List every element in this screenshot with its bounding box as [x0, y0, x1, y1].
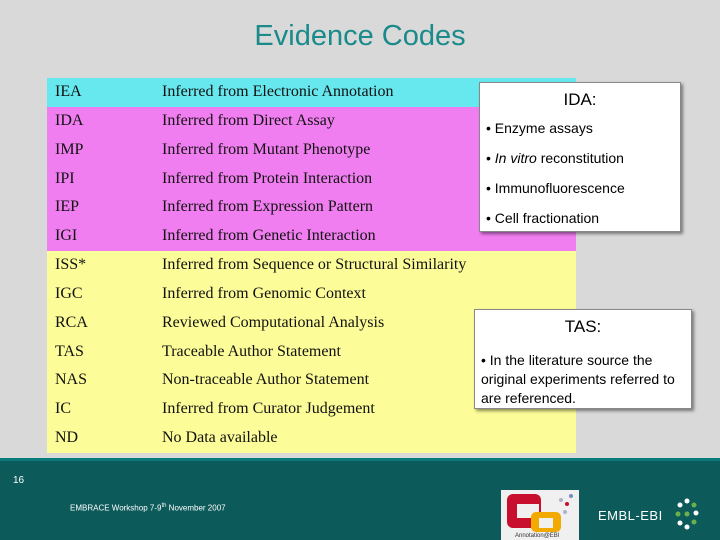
code-description: No Data available: [162, 429, 278, 447]
ida-item-immunofluorescence: • Immunofluorescence: [486, 180, 625, 196]
footer-event-suffix: November 2007: [166, 503, 226, 513]
code-description: Inferred from Direct Assay: [162, 111, 335, 129]
code-abbreviation: IEP: [55, 198, 79, 216]
code-abbreviation: IEA: [55, 83, 82, 100]
code-description: Non-traceable Author Statement: [162, 371, 370, 389]
tas-callout-body: • In the literature source the original experiments referred to are referenced.: [481, 352, 675, 406]
go-logo-caption: Annotation@EBI: [515, 533, 560, 539]
footer-divider: [0, 458, 720, 461]
embl-ebi-logo: EMBL-EBI: [598, 508, 663, 523]
slide-title: Evidence Codes: [254, 20, 466, 52]
gene-ontology-logo: [501, 490, 579, 540]
tas-callout: [474, 309, 692, 409]
ida-item-enzyme-assays: • Enzyme assays: [486, 120, 593, 136]
code-description: Inferred from Electronic Annotation: [162, 83, 394, 100]
code-description: Inferred from Expression Pattern: [162, 198, 374, 216]
ida-callout-list: [486, 120, 680, 226]
code-row-iss: [47, 251, 576, 280]
code-abbreviation: IC: [55, 400, 71, 418]
ida-item-in-vitro: [486, 150, 680, 166]
code-abbreviation: ISS*: [55, 256, 87, 274]
code-row-nd: [47, 424, 576, 453]
footer-event-prefix: EMBRACE Workshop 7-9: [70, 503, 162, 513]
ida-callout-title: IDA:: [563, 90, 597, 109]
code-description: Inferred from Mutant Phenotype: [162, 140, 371, 158]
code-row-igc: [47, 280, 576, 309]
code-description: Inferred from Sequence or Structural Similarity: [162, 256, 467, 274]
footer-bar: [0, 458, 720, 540]
code-description: Inferred from Genomic Context: [162, 284, 366, 302]
bullet: •: [486, 150, 495, 166]
page-number: 16: [13, 475, 25, 486]
code-description: Reviewed Computational Analysis: [162, 313, 385, 331]
ida-item-in-vitro-rest: reconstitution: [536, 150, 624, 166]
footer-event-text: [70, 503, 226, 513]
code-description: Inferred from Protein Interaction: [162, 169, 373, 187]
tas-callout-title: TAS:: [564, 317, 602, 336]
code-abbreviation: IDA: [55, 111, 84, 129]
go-logo-icon: [501, 490, 579, 532]
code-abbreviation: IPI: [55, 169, 75, 187]
ida-item-cell-fractionation: • Cell fractionation: [486, 210, 600, 226]
code-abbreviation: RCA: [55, 313, 88, 331]
code-description: Traceable Author Statement: [162, 342, 341, 360]
ida-callout: [479, 82, 681, 232]
embl-swirl-icon: [672, 497, 702, 531]
code-abbreviation: IGC: [55, 284, 83, 302]
ida-item-in-vitro-italic: In vitro: [494, 150, 537, 166]
code-abbreviation: TAS: [55, 342, 84, 360]
footer-event-sup: th: [161, 503, 167, 509]
code-abbreviation: NAS: [55, 371, 88, 389]
code-abbreviation: IGI: [55, 227, 78, 245]
code-description: Inferred from Curator Judgement: [162, 400, 375, 418]
code-description: Inferred from Genetic Interaction: [162, 227, 376, 245]
code-abbreviation: IMP: [55, 140, 84, 158]
code-abbreviation: ND: [55, 429, 79, 447]
